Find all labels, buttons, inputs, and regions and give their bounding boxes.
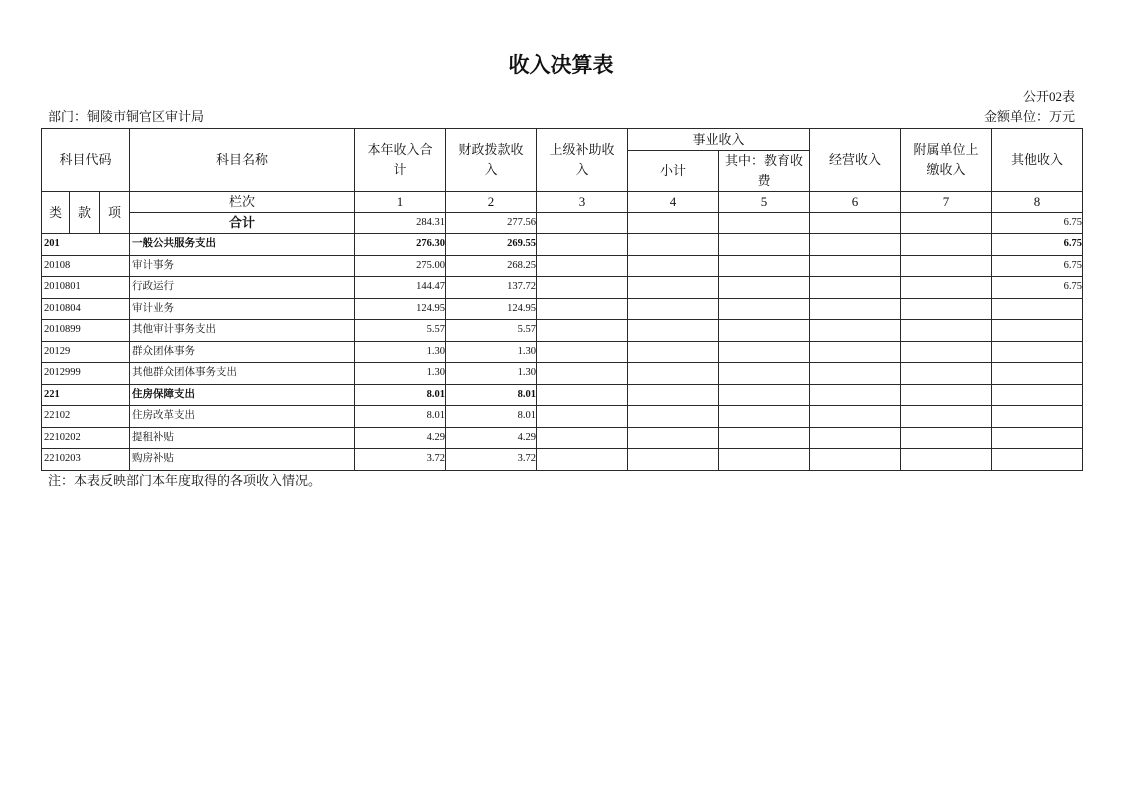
subject-code-cell: 2010804: [42, 298, 130, 320]
subject-name-cell: 提租补贴: [130, 427, 355, 449]
business-income-subtotal-cell: [628, 406, 719, 428]
subject-code-cell: 2210202: [42, 427, 130, 449]
total-income-cell: 5.57: [355, 320, 446, 342]
other-income-cell: [992, 427, 1083, 449]
operating-income-cell: [810, 363, 901, 385]
business-income-subtotal-cell: [628, 384, 719, 406]
affiliated-unit-income-cell: [901, 427, 992, 449]
total-income-cell: 8.01: [355, 384, 446, 406]
affiliated-unit-income-cell: [901, 277, 992, 299]
operating-income-cell: [810, 255, 901, 277]
column-index-number: 1: [355, 192, 446, 213]
level-class-label: 类: [42, 192, 70, 234]
subject-name-cell: 住房保障支出: [130, 384, 355, 406]
affiliated-unit-income-cell: [901, 234, 992, 256]
business-education-fee-cell: [719, 213, 810, 234]
amount-unit-label: 金额单位：万元: [983, 109, 1075, 124]
other-income-cell: 6.75: [992, 277, 1083, 299]
column-index-number: 7: [901, 192, 992, 213]
superior-subsidy-income-cell: [537, 213, 628, 234]
total-income-cell: 284.31: [355, 213, 446, 234]
department-label: 部门：铜陵市铜官区审计局: [48, 109, 205, 124]
table-row: [42, 363, 1083, 385]
header-affiliated-unit-income-label: 附属单位上缴收入: [913, 142, 979, 177]
business-education-fee-cell: [719, 449, 810, 471]
superior-subsidy-income-cell: [537, 298, 628, 320]
column-index-row: [42, 192, 1083, 213]
business-income-subtotal-cell: [628, 298, 719, 320]
fiscal-appropriation-income-cell: 124.95: [446, 298, 537, 320]
superior-subsidy-income-cell: [537, 234, 628, 256]
other-income-cell: [992, 406, 1083, 428]
table-row: [42, 341, 1083, 363]
page-title: 收入决算表: [508, 53, 614, 77]
header-business-income: 事业收入: [628, 129, 810, 151]
operating-income-cell: [810, 406, 901, 428]
header-fiscal-appropriation: [446, 129, 537, 192]
column-index-number: 5: [719, 192, 810, 213]
total-income-cell: 1.30: [355, 341, 446, 363]
operating-income-cell: [810, 427, 901, 449]
table-body: [42, 234, 1083, 471]
total-income-cell: 4.29: [355, 427, 446, 449]
operating-income-cell: [810, 213, 901, 234]
affiliated-unit-income-cell: [901, 213, 992, 234]
affiliated-unit-income-cell: [901, 320, 992, 342]
subject-name-cell: 审计事务: [130, 255, 355, 277]
other-income-cell: [992, 298, 1083, 320]
other-income-cell: [992, 384, 1083, 406]
header-business-subtotal: 小计: [628, 151, 719, 192]
table-row: [42, 277, 1083, 299]
header-row: [42, 129, 1083, 151]
header-business-education-fee: [719, 151, 810, 192]
superior-subsidy-income-cell: [537, 277, 628, 299]
header-superior-subsidy: [537, 129, 628, 192]
subject-code-cell: 201: [42, 234, 130, 256]
business-income-subtotal-cell: [628, 320, 719, 342]
table-row: [42, 298, 1083, 320]
header-operating-income: 经营收入: [810, 129, 901, 192]
header-business-education-fee-label: 其中：教育收费: [724, 153, 803, 188]
affiliated-unit-income-cell: [901, 341, 992, 363]
subject-code-cell: 22102: [42, 406, 130, 428]
business-education-fee-cell: [719, 427, 810, 449]
superior-subsidy-income-cell: [537, 427, 628, 449]
fiscal-appropriation-income-cell: 4.29: [446, 427, 537, 449]
superior-subsidy-income-cell: [537, 384, 628, 406]
business-income-subtotal-cell: [628, 277, 719, 299]
other-income-cell: [992, 449, 1083, 471]
header-other-income: 其他收入: [992, 129, 1083, 192]
subject-name-cell: 行政运行: [130, 277, 355, 299]
total-label: 合计: [130, 213, 355, 234]
fiscal-appropriation-income-cell: 8.01: [446, 406, 537, 428]
header-total-income: [355, 129, 446, 192]
other-income-cell: [992, 320, 1083, 342]
business-education-fee-cell: [719, 363, 810, 385]
operating-income-cell: [810, 234, 901, 256]
subject-code-cell: 2010801: [42, 277, 130, 299]
table-header: [42, 129, 1083, 234]
table-row: [42, 234, 1083, 256]
subject-name-cell: 一般公共服务支出: [130, 234, 355, 256]
other-income-cell: 6.75: [992, 234, 1083, 256]
total-income-cell: 276.30: [355, 234, 446, 256]
subject-code-cell: 2210203: [42, 449, 130, 471]
operating-income-cell: [810, 449, 901, 471]
column-index-number: 6: [810, 192, 901, 213]
level-item-label: 项: [100, 192, 130, 234]
fiscal-appropriation-income-cell: 5.57: [446, 320, 537, 342]
column-index-label: 栏次: [130, 192, 355, 213]
business-education-fee-cell: [719, 255, 810, 277]
operating-income-cell: [810, 298, 901, 320]
fiscal-appropriation-income-cell: 8.01: [446, 384, 537, 406]
total-income-cell: 1.30: [355, 363, 446, 385]
total-income-cell: 124.95: [355, 298, 446, 320]
table-row: [42, 406, 1083, 428]
subject-code-cell: 2012999: [42, 363, 130, 385]
subject-code-cell: 2010899: [42, 320, 130, 342]
affiliated-unit-income-cell: [901, 406, 992, 428]
header-subject-name: 科目名称: [130, 129, 355, 192]
column-index-number: 2: [446, 192, 537, 213]
fiscal-appropriation-income-cell: 3.72: [446, 449, 537, 471]
fiscal-appropriation-income-cell: 277.56: [446, 213, 537, 234]
subject-name-cell: 群众团体事务: [130, 341, 355, 363]
subject-name-cell: 其他群众团体事务支出: [130, 363, 355, 385]
table-row: [42, 449, 1083, 471]
fiscal-appropriation-income-cell: 137.72: [446, 277, 537, 299]
header-subject-code: 科目代码: [42, 129, 130, 192]
business-income-subtotal-cell: [628, 449, 719, 471]
affiliated-unit-income-cell: [901, 255, 992, 277]
affiliated-unit-income-cell: [901, 363, 992, 385]
business-education-fee-cell: [719, 406, 810, 428]
form-number: 公开02表: [1022, 89, 1075, 104]
fiscal-appropriation-income-cell: 268.25: [446, 255, 537, 277]
table-row: [42, 255, 1083, 277]
superior-subsidy-income-cell: [537, 341, 628, 363]
business-income-subtotal-cell: [628, 427, 719, 449]
total-row: [42, 213, 1083, 234]
business-education-fee-cell: [719, 384, 810, 406]
business-income-subtotal-cell: [628, 234, 719, 256]
business-income-subtotal-cell: [628, 255, 719, 277]
subject-code-cell: 20108: [42, 255, 130, 277]
subject-name-cell: 其他审计事务支出: [130, 320, 355, 342]
income-final-accounts-table: [41, 128, 1083, 471]
table-footnote: 注：本表反映部门本年度取得的各项收入情况。: [48, 473, 322, 488]
other-income-cell: 6.75: [992, 255, 1083, 277]
header-fiscal-appropriation-label: 财政拨款收入: [458, 142, 524, 177]
total-income-cell: 8.01: [355, 406, 446, 428]
superior-subsidy-income-cell: [537, 255, 628, 277]
business-education-fee-cell: [719, 341, 810, 363]
business-education-fee-cell: [719, 277, 810, 299]
superior-subsidy-income-cell: [537, 320, 628, 342]
business-income-subtotal-cell: [628, 213, 719, 234]
total-income-cell: 275.00: [355, 255, 446, 277]
subject-name-cell: 购房补贴: [130, 449, 355, 471]
fiscal-appropriation-income-cell: 1.30: [446, 341, 537, 363]
fiscal-appropriation-income-cell: 269.55: [446, 234, 537, 256]
subject-code-cell: 20129: [42, 341, 130, 363]
business-education-fee-cell: [719, 320, 810, 342]
other-income-cell: [992, 363, 1083, 385]
table-row: [42, 427, 1083, 449]
column-index-number: 3: [537, 192, 628, 213]
column-index-number: 4: [628, 192, 719, 213]
subject-name-cell: 住房改革支出: [130, 406, 355, 428]
business-education-fee-cell: [719, 234, 810, 256]
superior-subsidy-income-cell: [537, 363, 628, 385]
other-income-cell: [992, 341, 1083, 363]
affiliated-unit-income-cell: [901, 384, 992, 406]
subject-name-cell: 审计业务: [130, 298, 355, 320]
header-total-income-label: 本年收入合计: [367, 142, 433, 177]
operating-income-cell: [810, 277, 901, 299]
table-row: [42, 384, 1083, 406]
business-income-subtotal-cell: [628, 363, 719, 385]
header-superior-subsidy-label: 上级补助收入: [549, 142, 615, 177]
affiliated-unit-income-cell: [901, 449, 992, 471]
superior-subsidy-income-cell: [537, 406, 628, 428]
column-index-number: 8: [992, 192, 1083, 213]
other-income-cell: 6.75: [992, 213, 1083, 234]
business-income-subtotal-cell: [628, 341, 719, 363]
affiliated-unit-income-cell: [901, 298, 992, 320]
fiscal-appropriation-income-cell: 1.30: [446, 363, 537, 385]
operating-income-cell: [810, 341, 901, 363]
operating-income-cell: [810, 320, 901, 342]
total-income-cell: 3.72: [355, 449, 446, 471]
subject-code-cell: 221: [42, 384, 130, 406]
table-row: [42, 320, 1083, 342]
total-income-cell: 144.47: [355, 277, 446, 299]
operating-income-cell: [810, 384, 901, 406]
superior-subsidy-income-cell: [537, 449, 628, 471]
business-education-fee-cell: [719, 298, 810, 320]
header-affiliated-unit-income: [901, 129, 992, 192]
level-section-label: 款: [70, 192, 100, 234]
